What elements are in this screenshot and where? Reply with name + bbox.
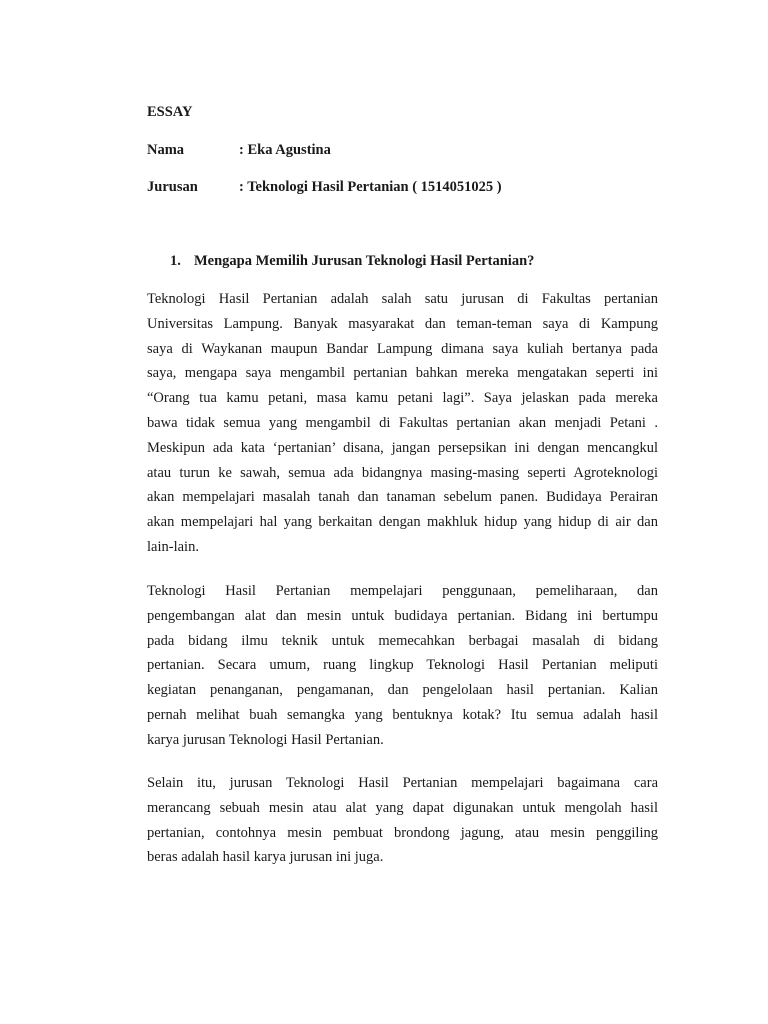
paragraph-line: saya di Waykanan maupun Bandar Lampung dimana saya kuliah bertanya pada bbox=[147, 340, 658, 357]
name-label: Nama bbox=[147, 142, 185, 158]
paragraph-line: Meskipun ada kata ‘pertanian’ disana, jangan persepsikan ini dengan mencangkul bbox=[147, 439, 658, 456]
paragraph-line: pernah melihat buah semangka yang bentuknya kotak? Itu semua adalah hasil bbox=[147, 706, 658, 723]
paragraph-line: karya jurusan Teknologi Hasil Pertanian. bbox=[147, 731, 384, 748]
question-heading bbox=[170, 252, 534, 270]
document-title: ESSAY bbox=[147, 104, 193, 120]
paragraph-line: pertanian. Secara umum, ruang lingkup Teknologi Hasil Pertanian meliputi bbox=[147, 657, 658, 674]
paragraph-1 bbox=[147, 287, 658, 560]
paragraph-line: beras adalah hasil karya jurusan ini juga. bbox=[147, 849, 384, 866]
paragraph-line: bawa tidak semua yang mengambil di Fakultas pertanian akan menjadi Petani . bbox=[147, 414, 658, 431]
paragraph-line: pertanian, contohnya mesin pembuat brondong jagung, atau mesin penggiling bbox=[147, 824, 658, 841]
meta-major-row bbox=[147, 178, 502, 196]
paragraph-line: Universitas Lampung. Banyak masyarakat dan teman-teman saya di Kampung bbox=[147, 315, 658, 332]
paragraph-line: Teknologi Hasil Pertanian mempelajari penggunaan, pemeliharaan, dan bbox=[147, 583, 658, 599]
paragraph-line: pengembangan alat dan mesin untuk budidaya pertanian. Bidang ini bertumpu bbox=[147, 607, 658, 624]
question-number: 1. bbox=[170, 253, 181, 269]
paragraph-2 bbox=[147, 579, 658, 753]
question-text: Mengapa Memilih Jurusan Teknologi Hasil Pertanian? bbox=[194, 253, 535, 269]
paragraph-line: “Orang tua kamu petani, masa kamu petani lagi”. Saya jelaskan pada mereka bbox=[147, 390, 658, 407]
paragraph-line: lain-lain. bbox=[147, 538, 199, 555]
meta-name-row bbox=[147, 141, 331, 159]
paragraph-line: saya, mengapa saya mengambil pertanian bahkan mereka mengatakan seperti ini bbox=[147, 365, 658, 382]
name-value: : Eka Agustina bbox=[239, 142, 331, 158]
paragraph-line: merancang sebuah mesin atau alat yang dapat digunakan untuk mengolah hasil bbox=[147, 799, 658, 816]
paragraph-line: Selain itu, jurusan Teknologi Hasil Pertanian mempelajari bagaimana cara bbox=[147, 775, 658, 791]
paragraph-line: kegiatan penanganan, pengamanan, dan pengelolaan hasil pertanian. Kalian bbox=[147, 682, 658, 699]
major-value: : Teknologi Hasil Pertanian ( 1514051025 ) bbox=[239, 179, 502, 195]
paragraph-line: akan mempelajari hal yang berkaitan dengan makhluk hidup yang hidup di air dan bbox=[147, 514, 658, 531]
paragraph-line: Teknologi Hasil Pertanian adalah salah satu jurusan di Fakultas pertanian bbox=[147, 291, 658, 307]
paragraph-line: pada bidang ilmu teknik untuk memecahkan berbagai masalah di bidang bbox=[147, 632, 658, 649]
major-label: Jurusan bbox=[147, 179, 198, 195]
document-page bbox=[147, 0, 658, 1024]
paragraph-line: akan mempelajari masalah tanah dan tanaman sebelum panen. Budidaya Perairan bbox=[147, 489, 658, 506]
paragraph-line: atau turun ke sawah, semua ada bidangnya masing-masing seperti Agroteknologi bbox=[147, 464, 658, 481]
paragraph-3 bbox=[147, 771, 658, 870]
